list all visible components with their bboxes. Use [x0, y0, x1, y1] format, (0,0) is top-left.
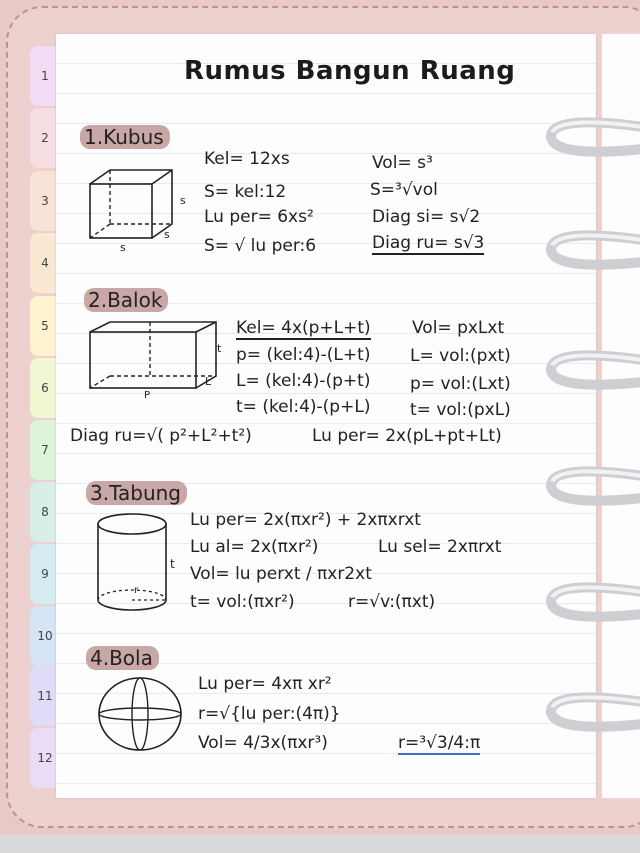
tab-label: 12: [37, 751, 53, 765]
kubus-formula-diag-si: Diag si= s√2: [372, 207, 481, 227]
tabung-formula-vol: Vol= lu perxt / πxr2xt: [190, 564, 372, 584]
kubus-formula-kel: Kel= 12xs: [204, 149, 290, 169]
balok-formula-diag-ru: Diag ru=√( p²+L²+t²): [70, 426, 252, 446]
balok-formula-t-vol: t= vol:(pxL): [410, 400, 511, 420]
balok-formula-l-vol: L= vol:(pxt): [410, 346, 511, 366]
balok-formula-p-vol: p= vol:(Lxt): [410, 374, 511, 394]
balok-formula-l: L= (kel:4)-(p+t): [236, 371, 371, 391]
tab-label: 10: [37, 629, 53, 643]
tabung-formula-t: t= vol:(πxr²): [190, 592, 295, 612]
bottom-strip: [0, 835, 640, 853]
tab-label: 9: [41, 567, 49, 581]
kubus-formula-lu-per: Lu per= 6xs²: [204, 207, 314, 227]
tab-label: 5: [41, 319, 49, 333]
binder-ring-icon: [545, 348, 640, 392]
cube-drawing: [84, 166, 194, 250]
tabung-formula-lu-al: Lu al= 2x(πxr²): [190, 537, 319, 557]
section-heading-bola: 4.Bola: [86, 646, 159, 670]
cube-side-label: s: [180, 194, 186, 207]
balok-formula-vol: Vol= pxLxt: [412, 318, 505, 338]
cube-side-label: s: [164, 228, 170, 241]
kubus-formula-vol: Vol= s³: [372, 153, 433, 173]
balok-formula-lu-per: Lu per= 2x(pL+pt+Lt): [312, 426, 502, 446]
tab-label: 7: [41, 443, 49, 457]
kubus-formula-diag-ru: Diag ru= s√3: [372, 233, 485, 253]
sphere-drawing: [96, 674, 186, 754]
page-title: Rumus Bangun Ruang: [184, 56, 516, 86]
cuboid-width-label: L: [205, 375, 212, 388]
kubus-formula-s-kel: S= kel:12: [204, 182, 287, 202]
bola-formula-vol: Vol= 4/3x(πxr³): [198, 733, 328, 753]
kubus-formula-s-vol: S=³√vol: [370, 180, 438, 200]
tab-label: 8: [41, 505, 49, 519]
bola-formula-lu-per: Lu per= 4xπ xr²: [198, 674, 332, 694]
cuboid-length-label: P: [144, 390, 151, 401]
tab-label: 3: [41, 194, 49, 208]
section-heading-tabung: 3.Tabung: [86, 481, 187, 505]
binder-ring-icon: [545, 115, 640, 159]
tabung-formula-r: r=√v:(πxt): [348, 592, 436, 612]
section-heading-kubus: 1.Kubus: [80, 125, 170, 149]
tab-label: 4: [41, 256, 49, 270]
bola-formula-r: r=√{lu per:(4π)}: [198, 704, 341, 724]
cube-side-label: s: [120, 241, 126, 254]
tabung-formula-lu-sel: Lu sel= 2xπrxt: [378, 537, 502, 557]
cylinder-height-label: t: [170, 557, 175, 571]
tabung-formula-lu-per: Lu per= 2x(πxr²) + 2xπxrxt: [190, 510, 421, 530]
cuboid-height-label: t: [217, 342, 222, 355]
balok-formula-kel: Kel= 4x(p+L+t): [236, 318, 371, 338]
kubus-formula-s-lu: S= √ lu per:6: [204, 236, 317, 256]
cuboid-drawing: [86, 318, 220, 396]
balok-formula-t: t= (kel:4)-(p+L): [236, 397, 371, 417]
cylinder-radius-label: r: [134, 585, 139, 596]
tab-label: 2: [41, 131, 49, 145]
binder-ring-icon: [545, 228, 640, 272]
binder-ring-icon: [545, 580, 640, 624]
cylinder-drawing: [94, 510, 174, 614]
balok-formula-p: p= (kel:4)-(L+t): [236, 345, 371, 365]
tab-label: 6: [41, 381, 49, 395]
tab-label: 11: [37, 689, 53, 703]
tab-label: 1: [41, 69, 49, 83]
binder-ring-icon: [545, 690, 640, 734]
bola-formula-r-vol: r=³√3/4:π: [398, 733, 481, 753]
binder-ring-icon: [545, 464, 640, 508]
section-heading-balok: 2.Balok: [84, 288, 168, 312]
